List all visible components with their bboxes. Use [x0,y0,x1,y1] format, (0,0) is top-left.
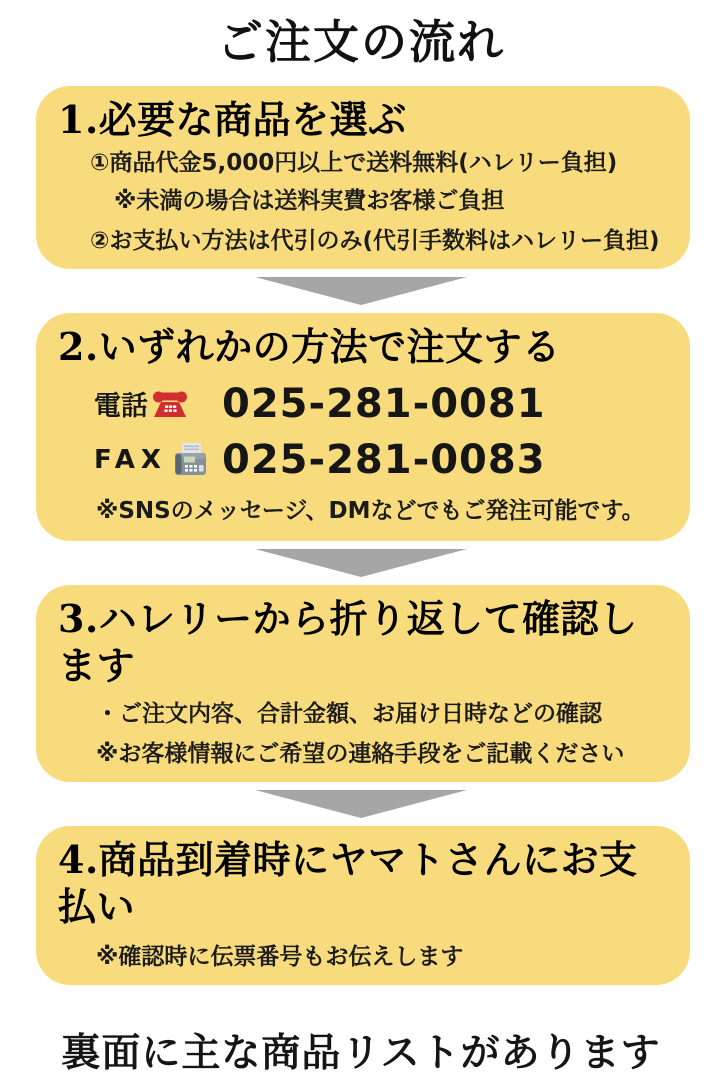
step-3-note-2: ※お客様情報にご希望の連絡手段をご記載ください [96,740,625,767]
down-arrow [255,277,467,305]
step-3-heading: 3.ハレリーから折り返して確認します [58,595,638,689]
fax-label-group [94,441,222,479]
step-3-box [36,585,690,782]
step-1-heading: 1.必要な商品を選ぶ [58,96,407,142]
phone-contact-row [94,381,670,427]
back-side-note: 裏面に主な商品リストがあります [61,1030,661,1076]
fax-icon [171,441,209,479]
phone-number: 025-281-0081 [222,380,546,427]
step-4-note-1: ※確認時に伝票番号もお伝えします [96,943,464,970]
step-1-note-3: ②お支払い方法は代引のみ(代引手数料はハレリー負担) [90,228,660,255]
order-flow [0,86,722,985]
step-1-note-2: ※未満の場合は送料実費お客様ご負担 [114,188,505,215]
step-1-note-1: ①商品代金5,000円以上で送料無料(ハレリー負担) [90,150,618,176]
phone-label: 電話 [94,391,148,423]
step-2-heading: 2.いずれかの方法で注文する [58,324,561,370]
phone-icon [152,389,188,419]
page-title: ご注文の流れ [217,15,505,69]
fax-number: 025-281-0083 [222,436,546,483]
step-1-box [36,86,690,270]
step-2-box [36,313,690,541]
phone-label-group [94,384,222,423]
step-4-heading: 4.商品到着時にヤマトさんにお支払い [58,836,638,930]
step-2-note-1: ※SNSのメッセージ、DMなどでもご発注可能です。 [96,497,645,524]
step-3-note-1: ・ご注文内容、合計金額、お届け日時などの確認 [96,700,602,727]
down-arrow [255,790,467,818]
down-arrow [255,549,467,577]
step-4-box [36,826,690,985]
fax-label: FAX [94,444,167,475]
fax-contact-row [94,437,670,483]
